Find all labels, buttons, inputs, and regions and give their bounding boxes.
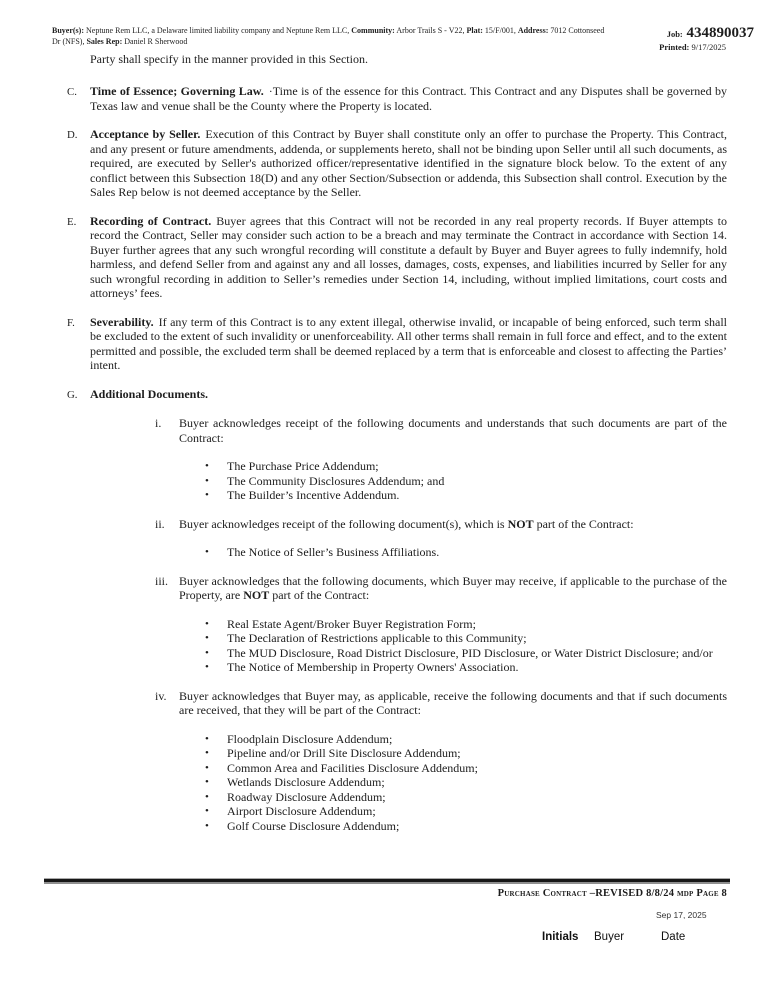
address-value: 7012 Cottonseed Dr (NFS),: [52, 26, 605, 46]
bullet-icon: •: [205, 489, 209, 501]
section-g-title: Additional Documents.: [90, 386, 209, 401]
subitem-iii-post: part of the Contract:: [269, 588, 370, 602]
bullet-text: The Builder’s Incentive Addendum.: [227, 488, 400, 502]
bullet-icon: •: [205, 632, 209, 644]
bullet-text: Real Estate Agent/Broker Buyer Registration Form;: [227, 616, 476, 631]
bullet-icon: •: [205, 805, 209, 817]
bullet-item: [205, 660, 727, 675]
bullet-icon: •: [205, 474, 209, 487]
job-label: Job:: [666, 29, 683, 39]
section-e-body: Buyer agrees that this Contract will not be recorded in any real property records. If Buyer attempts to record the Contract, Seller may consider such action to be a breach and may terminate the Contract in accordance with Section 14. Buyer further agrees that any such wrongful recording will constitute a default by Buyer and Buyer agrees to fully indemnify, hold harmless, and defend Seller from and against any and all losses, damages, costs, expenses, and liabilities incurred by Seller for any such wrongful recording in addition to Seller’s remedies under Section 14, including, without implied limitations, court costs and attorneys’ fees.: [90, 213, 728, 300]
footer-rule: [44, 878, 730, 884]
subitem-ii-text: [179, 517, 727, 532]
section-e: [67, 214, 727, 301]
bullet-text: The Purchase Price Addendum;: [227, 459, 379, 473]
section-d: [67, 127, 727, 200]
subitem-iv-numeral: iv.: [155, 688, 167, 703]
bullet-item: [205, 631, 727, 646]
subitem-ii: [155, 517, 727, 532]
subitem-iv: [155, 689, 727, 718]
buyers-label: Buyer(s):: [52, 26, 84, 35]
bullet-item: [205, 775, 727, 790]
section-d-text: [90, 127, 727, 200]
bullet-item: [205, 761, 727, 776]
section-d-body: Execution of this Contract by Buyer shall constitute only an offer to purchase the Property. This Contract, and any present or future amendments, addenda, or supplements hereto, shall not be binding upon Seller until all such documents, as required, are executed by Seller's authorized officer/representative identified in the signature block below. To the extent of any conflict between this Subsection 18(D) and any other Section/Subsection or addenda, this Subsection shall control. Execution by the Sales Rep below is not deemed acceptance by the Seller.: [90, 127, 727, 199]
subitem-i-numeral: i.: [155, 416, 162, 430]
sales-rep-value: Daniel R Sherwood: [124, 37, 188, 46]
bullet-text: The MUD Disclosure, Road District Disclosure, PID Disclosure, or Water District Disclosure; and/or: [227, 645, 713, 660]
section-e-text: [90, 214, 727, 301]
bullet-item: [205, 488, 727, 503]
plat-label: Plat:: [466, 26, 483, 35]
job-number: 434890037: [686, 25, 754, 41]
bullet-icon: •: [205, 761, 209, 774]
section-d-letter: D.: [67, 129, 78, 141]
bullet-item: [205, 790, 727, 805]
printed-label: Printed:: [659, 42, 690, 52]
bullet-icon: •: [205, 617, 209, 630]
plat-value: 15/F/001,: [484, 26, 516, 35]
bullet-icon: •: [205, 790, 209, 803]
address-label: Address:: [517, 26, 549, 35]
section-f-body: If any term of this Contract is to any extent illegal, otherwise invalid, or incapable of being enforced, such term shall be excluded to the extent of such invalidity or unenforceability. All other terms shall remain in full force and effect, and to the extent permitted and possible, the excluded term shall be deemed replaced by a term that is enforceable and closest to affecting the Parties’ intent.: [90, 314, 727, 372]
job-line: [659, 26, 754, 42]
bullet-item: [205, 819, 727, 834]
subitem-iv-text: [179, 689, 727, 718]
bullet-icon: •: [205, 776, 209, 788]
section-c-letter: C.: [67, 86, 77, 98]
bullet-text: The Notice of Seller’s Business Affiliations.: [227, 545, 440, 559]
section-c: [67, 84, 727, 113]
subitem-iii-numeral: iii.: [155, 573, 169, 588]
intro-paragraph: Party shall specify in the manner provided in this Section.: [90, 52, 368, 66]
bullet-text: Pipeline and/or Drill Site Disclosure Addendum;: [227, 746, 461, 760]
bullet-item: [205, 474, 727, 489]
bullet-item: [205, 459, 727, 474]
section-e-title: Recording of Contract.: [90, 213, 212, 228]
footer-print-date: Sep 17, 2025: [656, 910, 707, 920]
date-label: Date: [661, 931, 686, 943]
bullet-text: The Declaration of Restrictions applicable to this Community;: [227, 631, 527, 645]
printed-line: [659, 42, 754, 53]
subitem-ii-post: part of the Contract:: [533, 516, 634, 531]
bullet-icon: •: [205, 819, 209, 832]
section-c-title: Time of Essence; Governing Law.: [90, 84, 264, 98]
bullet-item: [205, 732, 727, 747]
subitem-i-pre: Buyer acknowledges receipt of the following documents and understands that such documents are part of the Contract:: [179, 416, 727, 445]
bullet-item: [205, 545, 727, 560]
bullet-list-iii: [205, 617, 727, 675]
subitem-iii: [155, 574, 727, 603]
bullet-item: [205, 617, 727, 632]
bullet-icon: •: [205, 646, 209, 659]
subitem-iii-bold: NOT: [243, 588, 270, 602]
buyer-label: Buyer: [594, 931, 625, 943]
bullet-icon: •: [205, 460, 209, 472]
subitem-i: [155, 416, 727, 445]
section-g: [67, 387, 727, 403]
section-f-title: Severability.: [90, 314, 154, 329]
buyers-value: Neptune Rem LLC, a Delaware limited liability company and Neptune Rem LLC,: [86, 26, 350, 35]
subitem-ii-pre: Buyer acknowledges receipt of the following document(s), which is: [179, 516, 508, 531]
community-label: Community:: [351, 26, 395, 35]
bullet-text: Floodplain Disclosure Addendum;: [227, 731, 393, 746]
subitem-iii-text: [179, 574, 727, 603]
bullet-list-ii: [205, 545, 727, 560]
bullet-list-iv: [205, 732, 727, 834]
subitem-iv-pre: Buyer acknowledges that Buyer may, as applicable, receive the following documents and that if such documents are received, that they will be part of the Contract:: [179, 688, 727, 717]
sales-rep-label: Sales Rep:: [86, 37, 123, 46]
bullet-text: Airport Disclosure Addendum;: [227, 804, 376, 818]
bullet-text: The Community Disclosures Addendum; and: [227, 473, 445, 488]
section-c-body: ·Time is of the essence for this Contract. This Contract and any Disputes shall be governed by Texas law and venue shall be the County where the Property is located.: [90, 84, 728, 113]
initials-label: Initials: [542, 931, 579, 943]
bullet-text: Common Area and Facilities Disclosure Addendum;: [227, 760, 478, 775]
section-f-text: [90, 315, 727, 373]
bullet-text: Golf Course Disclosure Addendum;: [227, 818, 400, 833]
bullet-icon: •: [205, 661, 209, 673]
section-e-letter: E.: [67, 215, 77, 228]
section-d-title: Acceptance by Seller.: [90, 127, 201, 141]
bullet-text: The Notice of Membership in Property Owners' Association.: [227, 660, 519, 674]
bullet-list-i: [205, 459, 727, 503]
bullet-icon: •: [205, 732, 209, 745]
section-g-letter: G.: [67, 388, 78, 401]
footer-doc-line: Purchase Contract –REVISED 8/8/24 mdp Page 8: [497, 888, 727, 899]
bullet-item: [205, 746, 727, 761]
printed-date: 9/17/2025: [691, 42, 726, 52]
subitem-ii-bold: NOT: [507, 516, 534, 531]
bullet-item: [205, 804, 727, 819]
section-c-text: [90, 84, 727, 113]
job-info: [659, 26, 754, 53]
community-value: Arbor Trails S - V22,: [396, 26, 465, 35]
subitem-i-text: [179, 416, 727, 445]
bullet-text: Roadway Disclosure Addendum;: [227, 789, 386, 804]
bullet-icon: •: [205, 747, 209, 759]
subitem-ii-numeral: ii.: [155, 516, 165, 531]
section-f: [67, 315, 727, 373]
contract-body: [67, 84, 727, 847]
page-header-info: [52, 25, 608, 47]
subitem-iii-pre: Buyer acknowledges that the following documents, which Buyer may receive, if applicable to the purchase of the Property, are: [179, 573, 727, 602]
section-g-text: [90, 387, 727, 403]
section-f-letter: F.: [67, 316, 75, 329]
bullet-icon: •: [205, 546, 209, 558]
bullet-item: [205, 646, 727, 661]
bullet-text: Wetlands Disclosure Addendum;: [227, 775, 385, 789]
